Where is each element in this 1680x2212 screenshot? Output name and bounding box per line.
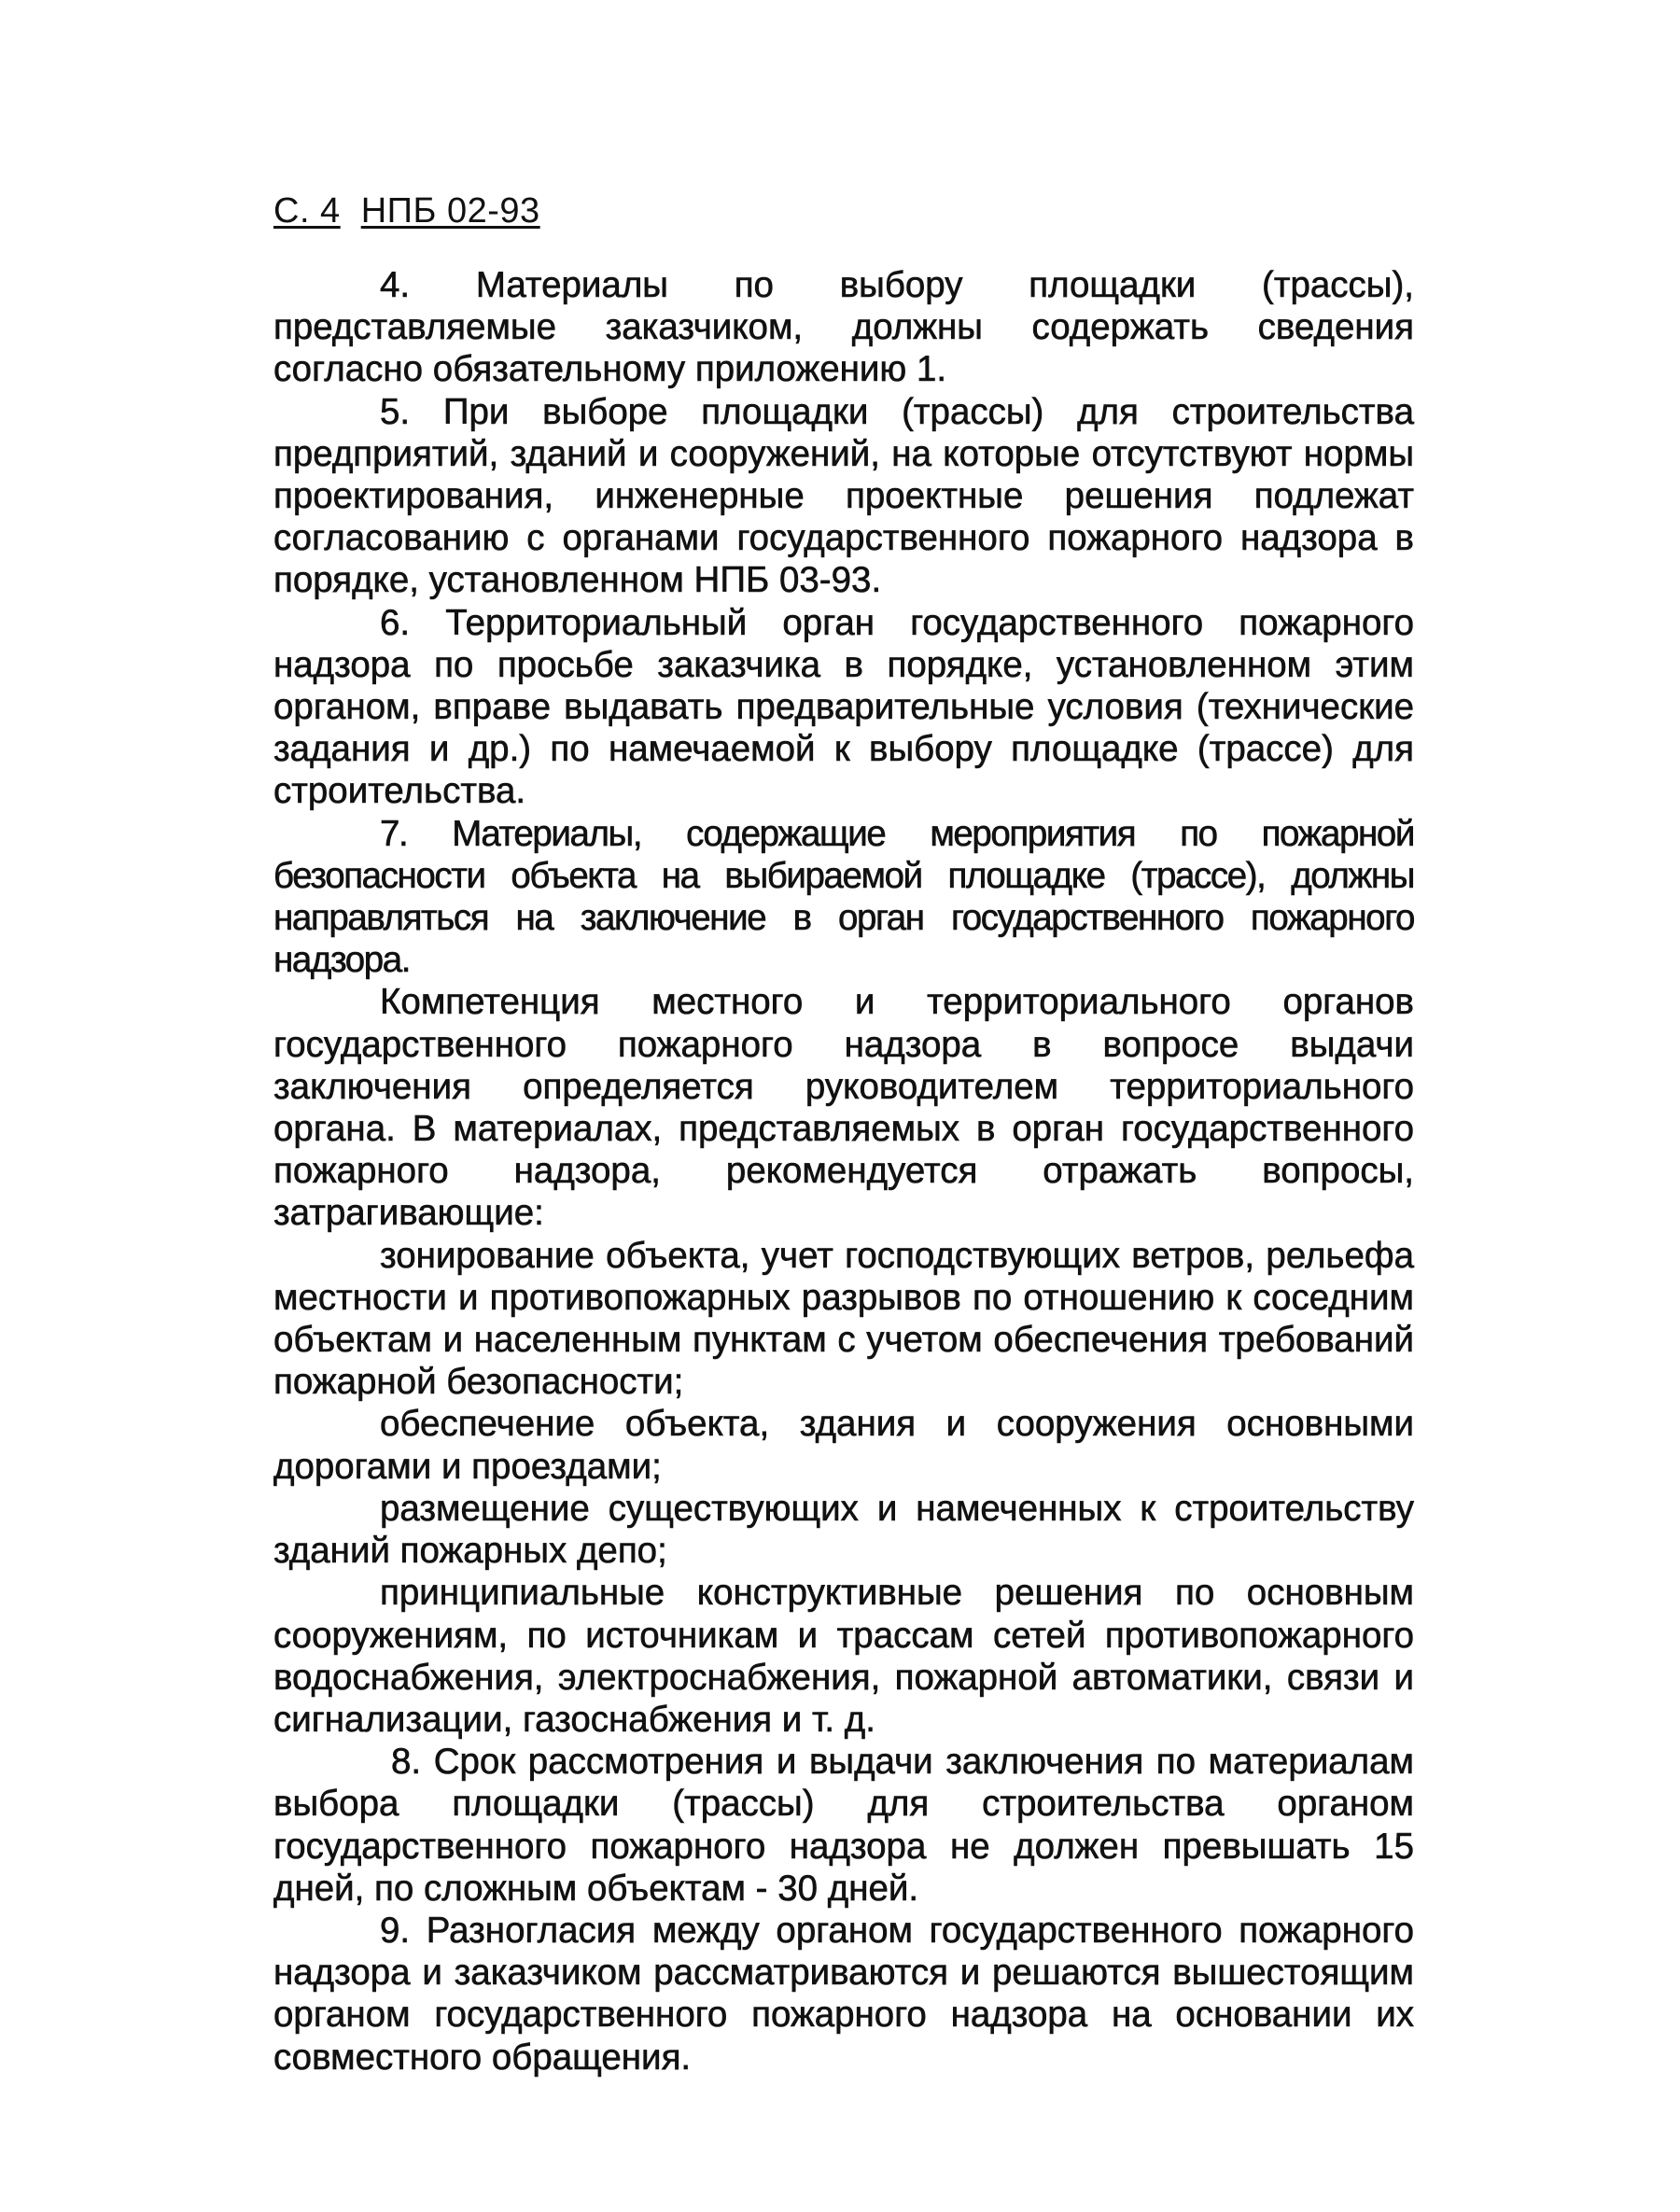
paragraph-item-9: 9. Разногласия между органом государственного пожарного надзора и заказчиком рассматриваются и решаются вышестоящим органом государственного пожарного надзора на основании их совместного обращения. xyxy=(273,1910,1414,2078)
paragraph-item-6: 6. Территориальный орган государственного пожарного надзора по просьбе заказчика в порядке, установленном этим органом, вправе выдавать предварительные условия (технические задания и др.) по намечаемой к выбору площадке (трассе) для строительства. xyxy=(273,602,1414,812)
page-number-label: С. 4 xyxy=(273,191,341,231)
paragraph-item-4: 4. Материалы по выбору площадки (трассы), представляемые заказчиком, должны содержать сведения согласно обязательному приложению 1. xyxy=(273,265,1414,390)
paragraph-design-solutions: принципиальные конструктивные решения по основным сооружениям, по источникам и трассам сетей противопожарного водоснабжения, электроснабжения, пожарной автоматики, связи и сигнализации, газоснабжения и т. д. xyxy=(273,1573,1414,1740)
paragraph-zoning: зонирование объекта, учет господствующих ветров, рельефа местности и противопожарных разрывов по отношению к соседним объектам и населенным пунктам с учетом обеспечения требований пожарной безопасности; xyxy=(273,1235,1414,1403)
paragraph-competence: Компетенция местного и территориального органов государственного пожарного надзора в вопросе выдачи заключения определяется руководителем территориального органа. В материалах, представляемых в орган государственного пожарного надзора, рекомендуется отражать вопросы, затрагивающие: xyxy=(273,982,1414,1234)
paragraph-fire-depots: размещение существующих и намеченных к строительству зданий пожарных депо; xyxy=(273,1488,1414,1572)
page-header xyxy=(273,189,540,232)
paragraph-item-8: 8. Срок рассмотрения и выдачи заключения по материалам выбора площадки (трассы) для строительства органом государственного пожарного надзора не должен превышать 15 дней, по сложным объектам - 30 дней. xyxy=(273,1742,1414,1909)
document-code: НПБ 02-93 xyxy=(360,191,540,231)
paragraph-item-7: 7. Материалы, содержащие мероприятия по пожарной безопасности объекта на выбираемой площадке (трассе), должны направляться на заключение в орган государственного пожарного надзора. xyxy=(273,813,1414,981)
paragraph-roads: обеспечение объекта, здания и сооружения основными дорогами и проездами; xyxy=(273,1404,1414,1487)
paragraph-item-5: 5. При выборе площадки (трассы) для строительства предприятий, зданий и сооружений, на которые отсутствуют нормы проектирования, инженерные проектные решения подлежат согласованию с органами государственного пожарного надзора в порядке, установленном НПБ 03-93. xyxy=(273,391,1414,601)
document-body xyxy=(273,264,1414,2079)
